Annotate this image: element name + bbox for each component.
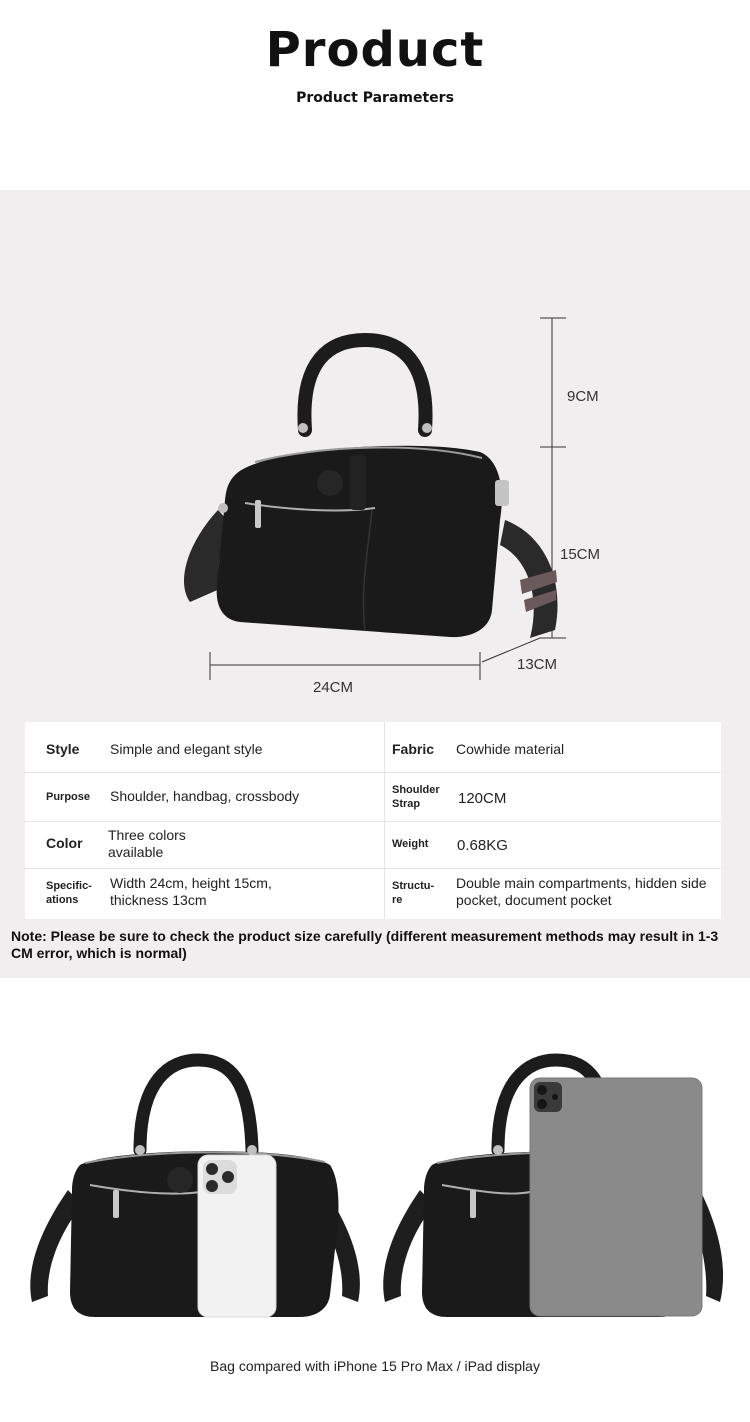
dimension-top-label: 9CM — [567, 388, 599, 405]
dimension-width-label: 24CM — [313, 679, 354, 696]
param-structure-value-line2: pocket, document pocket — [456, 892, 612, 908]
bag-image — [184, 340, 557, 638]
param-spec-value-line2: thickness 13cm — [110, 892, 207, 908]
param-purpose-key: Purpose — [46, 791, 91, 803]
parameters-table — [25, 722, 721, 919]
bag-with-phone-image — [30, 1060, 360, 1317]
page-subtitle: Product Parameters — [296, 90, 454, 106]
param-structure-key-line2: re — [392, 894, 403, 906]
page-title: Product — [265, 22, 485, 78]
size-note: Note: Please be sure to check the product size carefully (different measurement methods may result in 1-3 CM error, which is normal) — [11, 928, 719, 961]
param-color-value-line2: available — [108, 844, 164, 860]
param-spec-key-line1: Specific- — [46, 880, 92, 892]
param-color-value-line1: Three colors — [108, 827, 186, 843]
comparison-caption: Bag compared with iPhone 15 Pro Max / iPad display — [210, 1358, 540, 1374]
param-color-key: Color — [46, 835, 83, 851]
size-comparison-images — [0, 1040, 750, 1340]
param-color-value — [108, 827, 186, 861]
param-style-value: Simple and elegant style — [110, 741, 263, 757]
param-weight-value: 0.68KG — [457, 837, 508, 854]
param-structure-key-line1: Structu- — [392, 880, 435, 892]
param-structure-key — [392, 879, 434, 907]
dimension-height-label: 15CM — [560, 546, 601, 563]
param-spec-value-line1: Width 24cm, height 15cm, — [110, 875, 272, 891]
param-style-key: Style — [46, 741, 80, 757]
bag-with-tablet-image — [383, 1060, 723, 1317]
param-spec-key — [46, 879, 92, 907]
param-spec-value — [110, 875, 272, 909]
dimension-depth-label: 13CM — [517, 656, 558, 673]
param-strap-key-line1: Shoulder — [392, 784, 440, 796]
param-strap-key — [392, 783, 440, 811]
param-strap-key-line2: Strap — [392, 798, 421, 810]
param-fabric-value: Cowhide material — [456, 741, 565, 757]
param-spec-key-line2: ations — [46, 894, 79, 906]
param-structure-value — [456, 875, 746, 909]
param-weight-key: Weight — [392, 838, 429, 850]
bag-dimension-illustration — [0, 190, 750, 720]
param-strap-value: 120CM — [458, 790, 507, 807]
param-purpose-value: Shoulder, handbag, crossbody — [110, 788, 300, 804]
param-fabric-key: Fabric — [392, 741, 435, 757]
param-structure-value-line1: Double main compartments, hidden side — [456, 875, 707, 891]
